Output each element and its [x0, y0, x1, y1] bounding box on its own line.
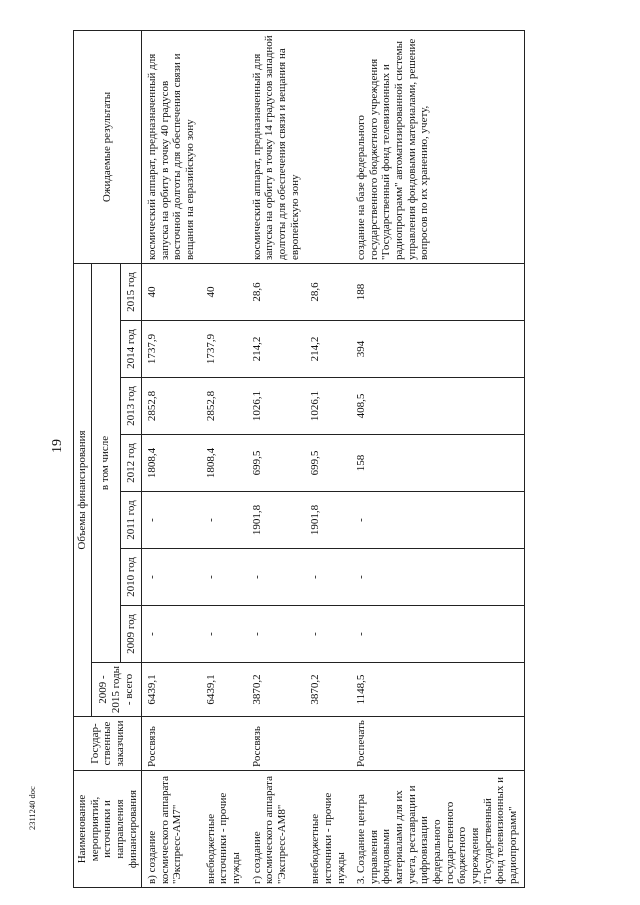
row-2015: 40 — [201, 263, 247, 320]
row-customer: Россвязь — [247, 717, 306, 771]
row-2012: 1808,4 — [201, 435, 247, 492]
row-2010: - — [201, 549, 247, 606]
row-2014: 214,2 — [247, 321, 306, 378]
row-customer — [201, 717, 247, 771]
row-2014: 1737,9 — [142, 321, 201, 378]
row-2012: 699,5 — [247, 435, 306, 492]
row-total: 6439,1 — [201, 663, 247, 717]
row-2015: 40 — [142, 263, 201, 320]
row-2013: 2852,8 — [142, 378, 201, 435]
row-name: 3. Создание центра управления фондовыми материалами для их учета, реставрации и цифровизации федерального государственного бюджетного учреждения "Государственный фонд телевизионных и радиопрограмм" — [351, 771, 524, 888]
header-volumes: Объемы финансирования — [74, 263, 92, 716]
row-2015: 188 — [351, 263, 524, 320]
header-2011: 2011 год — [120, 492, 141, 549]
header-including: в том числе — [91, 263, 120, 662]
row-2009: - — [201, 606, 247, 663]
header-2013: 2013 год — [120, 378, 141, 435]
row-name: г) создание космического аппарата "Экспресс-АМ8" — [247, 771, 306, 888]
row-2013: 1026,1 — [305, 378, 351, 435]
row-2009: - — [351, 606, 524, 663]
table-row — [247, 30, 306, 887]
header-2012: 2012 год — [120, 435, 141, 492]
row-2015: 28,6 — [305, 263, 351, 320]
row-2012: 158 — [351, 435, 524, 492]
table-row — [305, 30, 351, 887]
row-total: 6439,1 — [142, 663, 201, 717]
row-result: космический аппарат, предназначенный для запуска на орбиту в точку 40 градусов восточной долготы для обеспечения связи и вещания на евразийскую зону — [142, 30, 201, 263]
row-customer: Роспечать — [351, 717, 524, 771]
header-2015: 2015 год — [120, 263, 141, 320]
header-total: 2009 - 2015 годы - всего — [91, 663, 142, 717]
row-2010: - — [247, 549, 306, 606]
row-total: 3870,2 — [305, 663, 351, 717]
row-result: создание на базе федерального государственного бюджетного учреждения "Государственный фонд телевизионных и радиопрограмм" автоматизированной системы управления фондовыми материалами, решение вопросов по их хранению, учету, — [351, 30, 524, 263]
row-name: в) создание космического аппарата "Экспресс-АМ7" — [142, 771, 201, 888]
row-2014: 394 — [351, 321, 524, 378]
row-result — [305, 30, 351, 263]
footer-doc-id: 2311240 doc — [27, 786, 37, 830]
row-2012: 699,5 — [305, 435, 351, 492]
row-2009: - — [305, 606, 351, 663]
row-2011: - — [351, 492, 524, 549]
row-result — [201, 30, 247, 263]
row-2014: 1737,9 — [201, 321, 247, 378]
row-2009: - — [247, 606, 306, 663]
row-2011: 1901,8 — [305, 492, 351, 549]
financing-table — [73, 30, 525, 888]
row-2011: - — [201, 492, 247, 549]
row-total: 1148,5 — [351, 663, 524, 717]
row-2014: 214,2 — [305, 321, 351, 378]
row-2009: - — [142, 606, 201, 663]
table-row — [351, 30, 524, 887]
table-row — [201, 30, 247, 887]
financing-table-rotated — [73, 32, 565, 888]
row-2010: - — [142, 549, 201, 606]
page-number: 19 — [50, 439, 65, 453]
row-total: 3870,2 — [247, 663, 306, 717]
row-2013: 1026,1 — [247, 378, 306, 435]
header-customers: Государ-ственные заказчики — [74, 717, 142, 771]
header-2014: 2014 год — [120, 321, 141, 378]
row-2013: 408,5 — [351, 378, 524, 435]
row-2011: 1901,8 — [247, 492, 306, 549]
row-2010: - — [305, 549, 351, 606]
row-name: внебюджетные источники - прочие нужды — [305, 771, 351, 888]
row-2015: 28,6 — [247, 263, 306, 320]
row-customer — [305, 717, 351, 771]
header-name: Наименование мероприятий, источники и направления финансирования — [74, 771, 142, 888]
row-name: внебюджетные источники - прочие нужды — [201, 771, 247, 888]
row-customer: Россвязь — [142, 717, 201, 771]
header-2010: 2010 год — [120, 549, 141, 606]
row-2010: - — [351, 549, 524, 606]
header-results: Ожидаемые результаты — [74, 30, 142, 263]
table-row — [142, 30, 201, 887]
header-2009: 2009 год — [120, 606, 141, 663]
row-2011: - — [142, 492, 201, 549]
row-2012: 1808,4 — [142, 435, 201, 492]
row-2013: 2852,8 — [201, 378, 247, 435]
row-result: космический аппарат, предназначенный для запуска на орбиту в точку 14 градусов западной долготы для обеспечения связи и вещания на европейскую зону — [247, 30, 306, 263]
